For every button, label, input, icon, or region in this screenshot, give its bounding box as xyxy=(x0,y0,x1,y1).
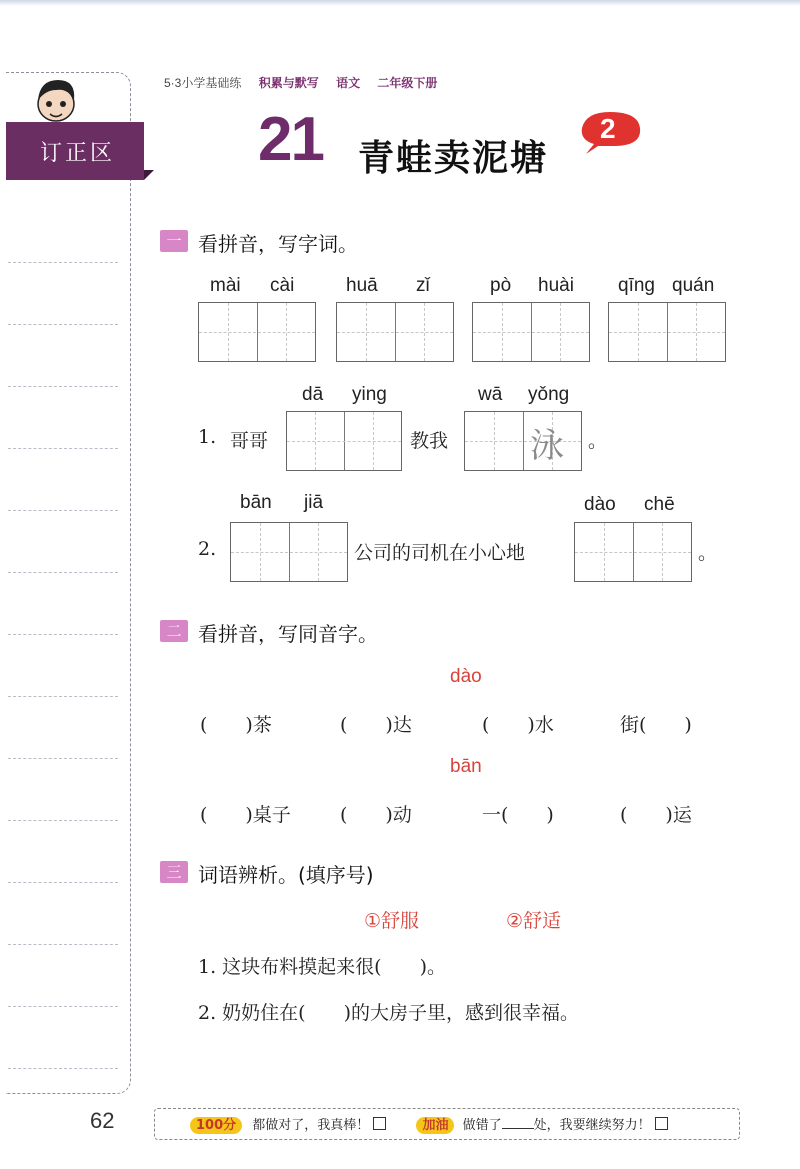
pinyin: wā xyxy=(478,384,503,405)
margin-rule xyxy=(8,1068,118,1069)
pinyin: jiā xyxy=(304,492,324,513)
writing-grid[interactable] xyxy=(608,302,726,362)
checkbox[interactable] xyxy=(655,1117,668,1130)
margin-rule xyxy=(8,386,118,387)
margin-rule xyxy=(8,324,118,325)
writing-grid[interactable] xyxy=(336,302,454,362)
pinyin-prompt: dào xyxy=(450,666,482,687)
mistake-text: 做错了 xyxy=(462,1118,502,1133)
homophone-blank[interactable]: ( )桌子 xyxy=(200,804,291,826)
pinyin: mài xyxy=(210,275,241,296)
margin-rule xyxy=(8,262,118,263)
sentence-text: 教我 xyxy=(410,430,449,452)
praise-text: 都做对了，我真棒！ xyxy=(252,1118,370,1133)
correction-area-label: 订正区 xyxy=(6,122,144,180)
sentence-number: 2. xyxy=(198,538,217,560)
pinyin: huā xyxy=(346,275,378,296)
series-name: 5·3小学基础练 xyxy=(164,76,242,90)
margin-rule xyxy=(8,758,118,759)
pinyin: zǐ xyxy=(416,275,430,296)
option: ②舒适 xyxy=(506,910,562,932)
checkbox[interactable] xyxy=(373,1117,386,1130)
homophone-blank[interactable]: ( )茶 xyxy=(200,714,272,736)
cheer-badge: 加油 xyxy=(416,1117,454,1134)
pinyin: quán xyxy=(672,275,715,296)
score-badge: 100分 xyxy=(190,1117,242,1134)
writing-grid[interactable] xyxy=(286,411,402,471)
pinyin: ying xyxy=(352,384,387,405)
margin-rule xyxy=(8,510,118,511)
part-number: 2 xyxy=(600,113,616,144)
pinyin: qīng xyxy=(618,275,655,296)
top-edge xyxy=(0,0,800,6)
effort-text: 处，我要继续努力！ xyxy=(533,1118,651,1133)
section-1-title: 看拼音，写字词。 xyxy=(198,232,358,256)
writing-grid[interactable] xyxy=(472,302,590,362)
margin-rule xyxy=(8,1006,118,1007)
homophone-blank[interactable]: ( )达 xyxy=(340,714,412,736)
pinyin-prompt: bān xyxy=(450,756,482,777)
margin-rule xyxy=(8,634,118,635)
lesson-number: 21 xyxy=(258,105,323,174)
pinyin: dào xyxy=(584,494,616,515)
correction-margin xyxy=(6,72,131,1094)
pinyin: chē xyxy=(644,494,675,515)
margin-rule xyxy=(8,882,118,883)
pinyin: dā xyxy=(302,384,324,405)
homophone-blank[interactable]: ( )运 xyxy=(620,804,692,826)
homophone-blank[interactable]: ( )动 xyxy=(340,804,412,826)
pinyin: pò xyxy=(490,275,512,296)
sentence-number: 1. xyxy=(198,426,217,448)
homophone-blank[interactable]: 一( ) xyxy=(482,804,554,826)
running-header xyxy=(164,74,437,91)
pinyin: cài xyxy=(270,275,295,296)
section-3-mark: 三 xyxy=(160,861,188,883)
grade-name: 二年级下册 xyxy=(377,76,438,90)
page-number: 62 xyxy=(90,1108,115,1133)
writing-grid[interactable] xyxy=(574,522,692,582)
homophone-blank[interactable]: 街( ) xyxy=(620,714,692,736)
subject-name: 语文 xyxy=(336,76,361,90)
pinyin: huài xyxy=(538,275,574,296)
sentence-end: 。 xyxy=(698,542,718,564)
option: ①舒服 xyxy=(364,910,420,932)
self-check-row xyxy=(190,1114,668,1133)
sentence-text: 哥哥 xyxy=(230,430,269,452)
pinyin: yǒng xyxy=(528,384,570,405)
homophone-blank[interactable]: ( )水 xyxy=(482,714,554,736)
sentence-text: 公司的司机在小心地 xyxy=(354,542,526,564)
mistake-count-blank[interactable] xyxy=(502,1128,534,1129)
question[interactable]: 2. 奶奶住在( )的大房子里，感到很幸福。 xyxy=(198,1002,579,1024)
writing-grid[interactable] xyxy=(198,302,316,362)
lesson-title: 青蛙卖泥塘 xyxy=(358,138,549,179)
margin-rule xyxy=(8,944,118,945)
margin-rule xyxy=(8,696,118,697)
book-name: 积累与默写 xyxy=(258,76,319,90)
margin-rule xyxy=(8,572,118,573)
section-2-title: 看拼音，写同音字。 xyxy=(198,622,378,646)
sentence-end: 。 xyxy=(588,430,608,452)
margin-rule xyxy=(8,820,118,821)
mascot-icon xyxy=(28,74,84,126)
margin-rule xyxy=(8,448,118,449)
section-3-title: 词语辨析。(填序号) xyxy=(198,863,374,887)
writing-grid[interactable] xyxy=(230,522,348,582)
filled-character: 泳 xyxy=(530,426,564,466)
section-1-mark: 一 xyxy=(160,230,188,252)
question[interactable]: 1. 这块布料摸起来很( )。 xyxy=(198,956,446,978)
writing-grid[interactable] xyxy=(464,411,582,471)
section-2-mark: 二 xyxy=(160,620,188,642)
pinyin: bān xyxy=(240,492,272,513)
